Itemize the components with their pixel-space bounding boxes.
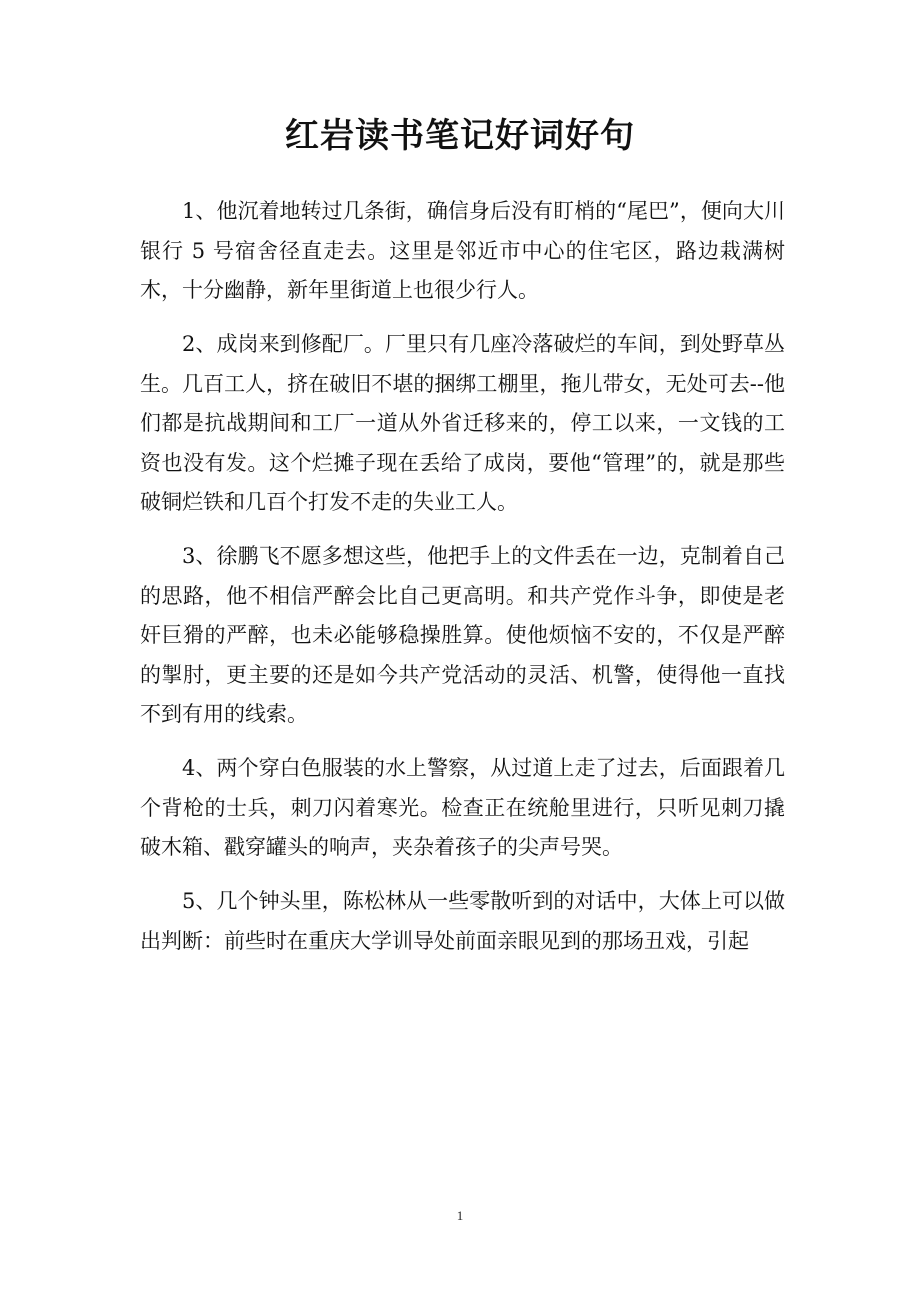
paragraph-2: 2、成岗来到修配厂。厂里只有几座冷落破烂的车间，到处野草丛生。几百工人，挤在破旧不堪的捆绑工棚里，拖儿带女，无处可去--他们都是抗战期间和工厂一道从外省迁移来的，停工以来，一文钱的工资也没有发。这个烂摊子现在丢给了成岗，要他“管理”的，就是那些破铜烂铁和几百个打发不走的失业工人。 xyxy=(140,332,785,514)
page-number: 1 xyxy=(456,1208,464,1223)
paragraph-4: 4、两个穿白色服装的水上警察，从过道上走了过去，后面跟着几个背枪的士兵，刺刀闪着寒光。检查正在统舱里进行，只听见刺刀撬破木箱、戳穿罐头的响声，夹杂着孩子的尖声号哭。 xyxy=(140,756,785,859)
paragraph-3: 3、徐鹏飞不愿多想这些，他把手上的文件丢在一边，克制着自己的思路，他不相信严醉会比自己更高明。和共产党作斗争，即使是老奸巨猾的严醉，也未必能够稳操胜算。使他烦恼不安的，不仅是严醉的掣肘，更主要的还是如今共产党活动的灵活、机警，使得他一直找不到有用的线索。 xyxy=(140,544,785,726)
document-body xyxy=(140,192,785,976)
document-title: 红岩读书笔记好词好句 xyxy=(285,116,635,156)
paragraph-1: 1、他沉着地转过几条街，确信身后没有盯梢的“尾巴”，便向大川银行 5 号宿舍径直走去。这里是邻近市中心的住宅区，路边栽满树木，十分幽静，新年里街道上也很少行人。 xyxy=(140,199,785,302)
paragraph-5: 5、几个钟头里，陈松林从一些零散听到的对话中，大体上可以做出判断：前些时在重庆大学训导处前面亲眼见到的那场丑戏，引起 xyxy=(140,889,785,953)
